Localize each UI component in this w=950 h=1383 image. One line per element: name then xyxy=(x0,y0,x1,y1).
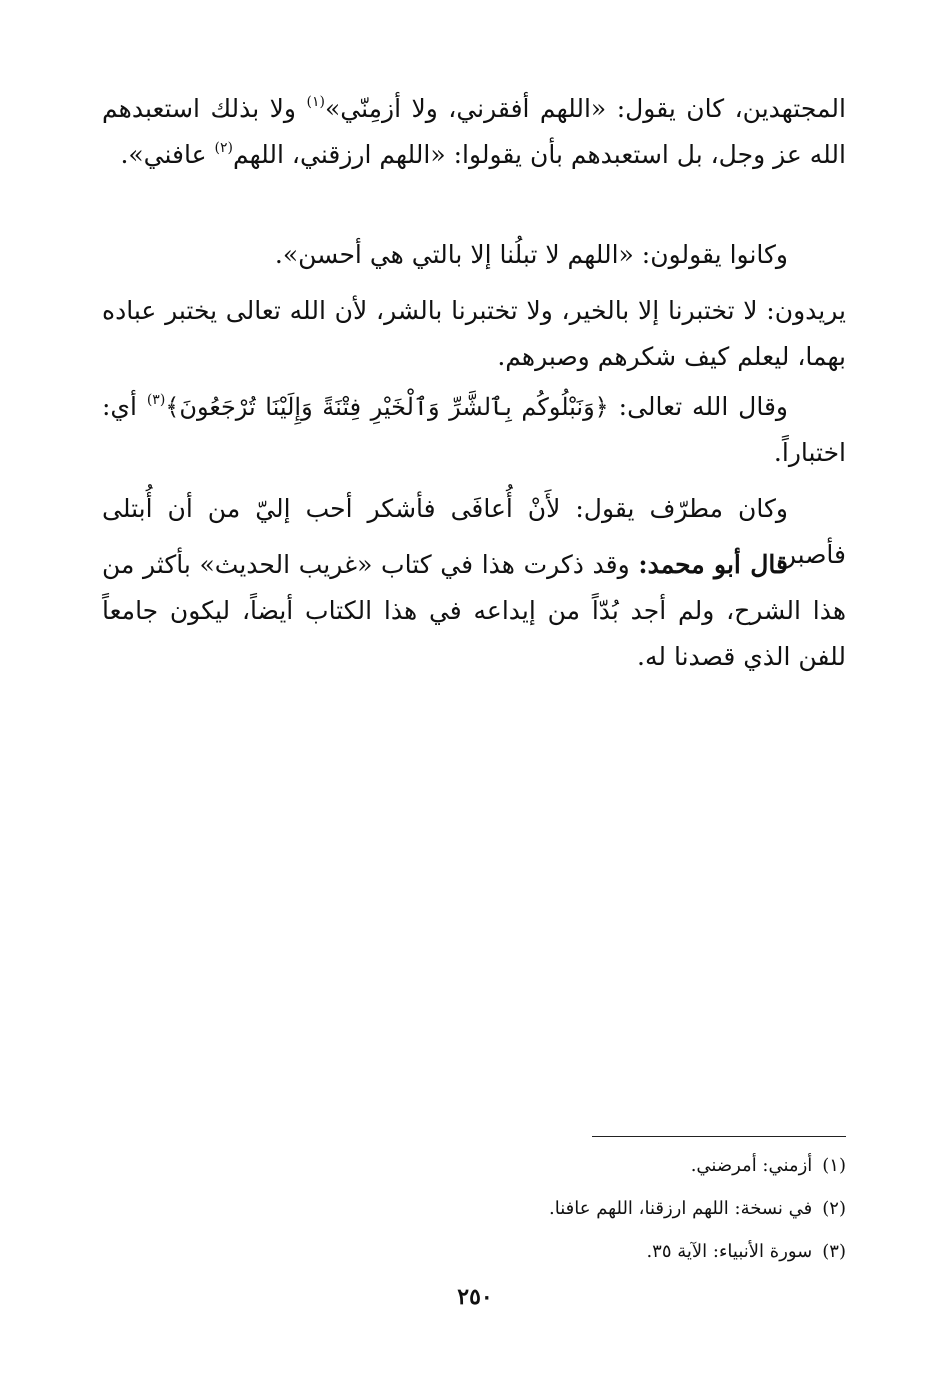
paragraph-text: ولا بذلك استعبدهم الله عز وجل، بل استعبدهم بأن يقولوا: «اللهم ارزقني، اللهم xyxy=(102,94,846,169)
quran-verse: ﴿وَنَبْلُوكُم بِٱلشَّرِّ وَٱلْخَيْرِ فِتْنَةً وَإِلَيْنَا تُرْجَعُونَ﴾ xyxy=(165,393,609,421)
paragraph-1 xyxy=(102,86,846,178)
page-number: ٢٥٠ xyxy=(457,1284,493,1310)
footnote-3 xyxy=(646,1239,846,1265)
paragraph-text: المجتهدين، كان يقول: «اللهم أفقرني، ولا أزمِنّي» xyxy=(324,94,846,123)
footnote-2 xyxy=(549,1196,846,1222)
paragraph-text: وكانوا يقولون: «اللهم لا تبلُنا إلا بالتي هي أحسن». xyxy=(274,240,788,269)
paragraph-4-quran-verse xyxy=(102,384,846,476)
paragraph-text: وقال الله تعالى: xyxy=(608,392,788,421)
footnote-text: في نسخة: اللهم ارزقنا، اللهم عافنا. xyxy=(549,1198,813,1219)
paragraph-text: يريدون: لا تختبرنا إلا بالخير، ولا تختبرنا بالشر، لأن الله تعالى يختبر عباده بهما، ليعلم كيف شكرهم وصبرهم. xyxy=(102,296,846,371)
paragraph-text: وقد ذكرت هذا في كتاب «غريب الحديث» بأكثر من هذا الشرح، ولم أجد بُدّاً من إيداعه في هذا الكتاب أيضاً، ليكون جامعاً للفن الذي قصدنا له. xyxy=(102,550,846,671)
footnote-text: سورة الأنبياء: الآية ٣٥. xyxy=(646,1241,813,1262)
speaker-label: قال أبو محمد: xyxy=(638,550,788,579)
footnote-text: أزمني: أمرضني. xyxy=(690,1155,813,1176)
paragraph-2 xyxy=(102,232,846,278)
paragraph-6 xyxy=(102,542,846,680)
paragraph-3 xyxy=(102,288,846,380)
footnote-number: (٢) xyxy=(822,1198,846,1219)
paragraph-text: عافني». xyxy=(120,140,215,169)
footnote-marker: (٣) xyxy=(146,392,166,408)
footnote-number: (١) xyxy=(822,1155,846,1176)
footnote-separator xyxy=(592,1136,846,1137)
footnote-1 xyxy=(691,1153,846,1179)
footnote-marker: (٢) xyxy=(214,140,233,156)
paragraph-text: وكان مطرّف يقول: لأَنْ أُعافَى فأشكر أحب إليّ من أن أُبتلى فأصبر. xyxy=(102,494,846,569)
paragraph-text: أي: اختباراً. xyxy=(102,392,846,467)
footnote-marker: (١) xyxy=(306,94,325,110)
footnote-number: (٣) xyxy=(822,1241,846,1262)
